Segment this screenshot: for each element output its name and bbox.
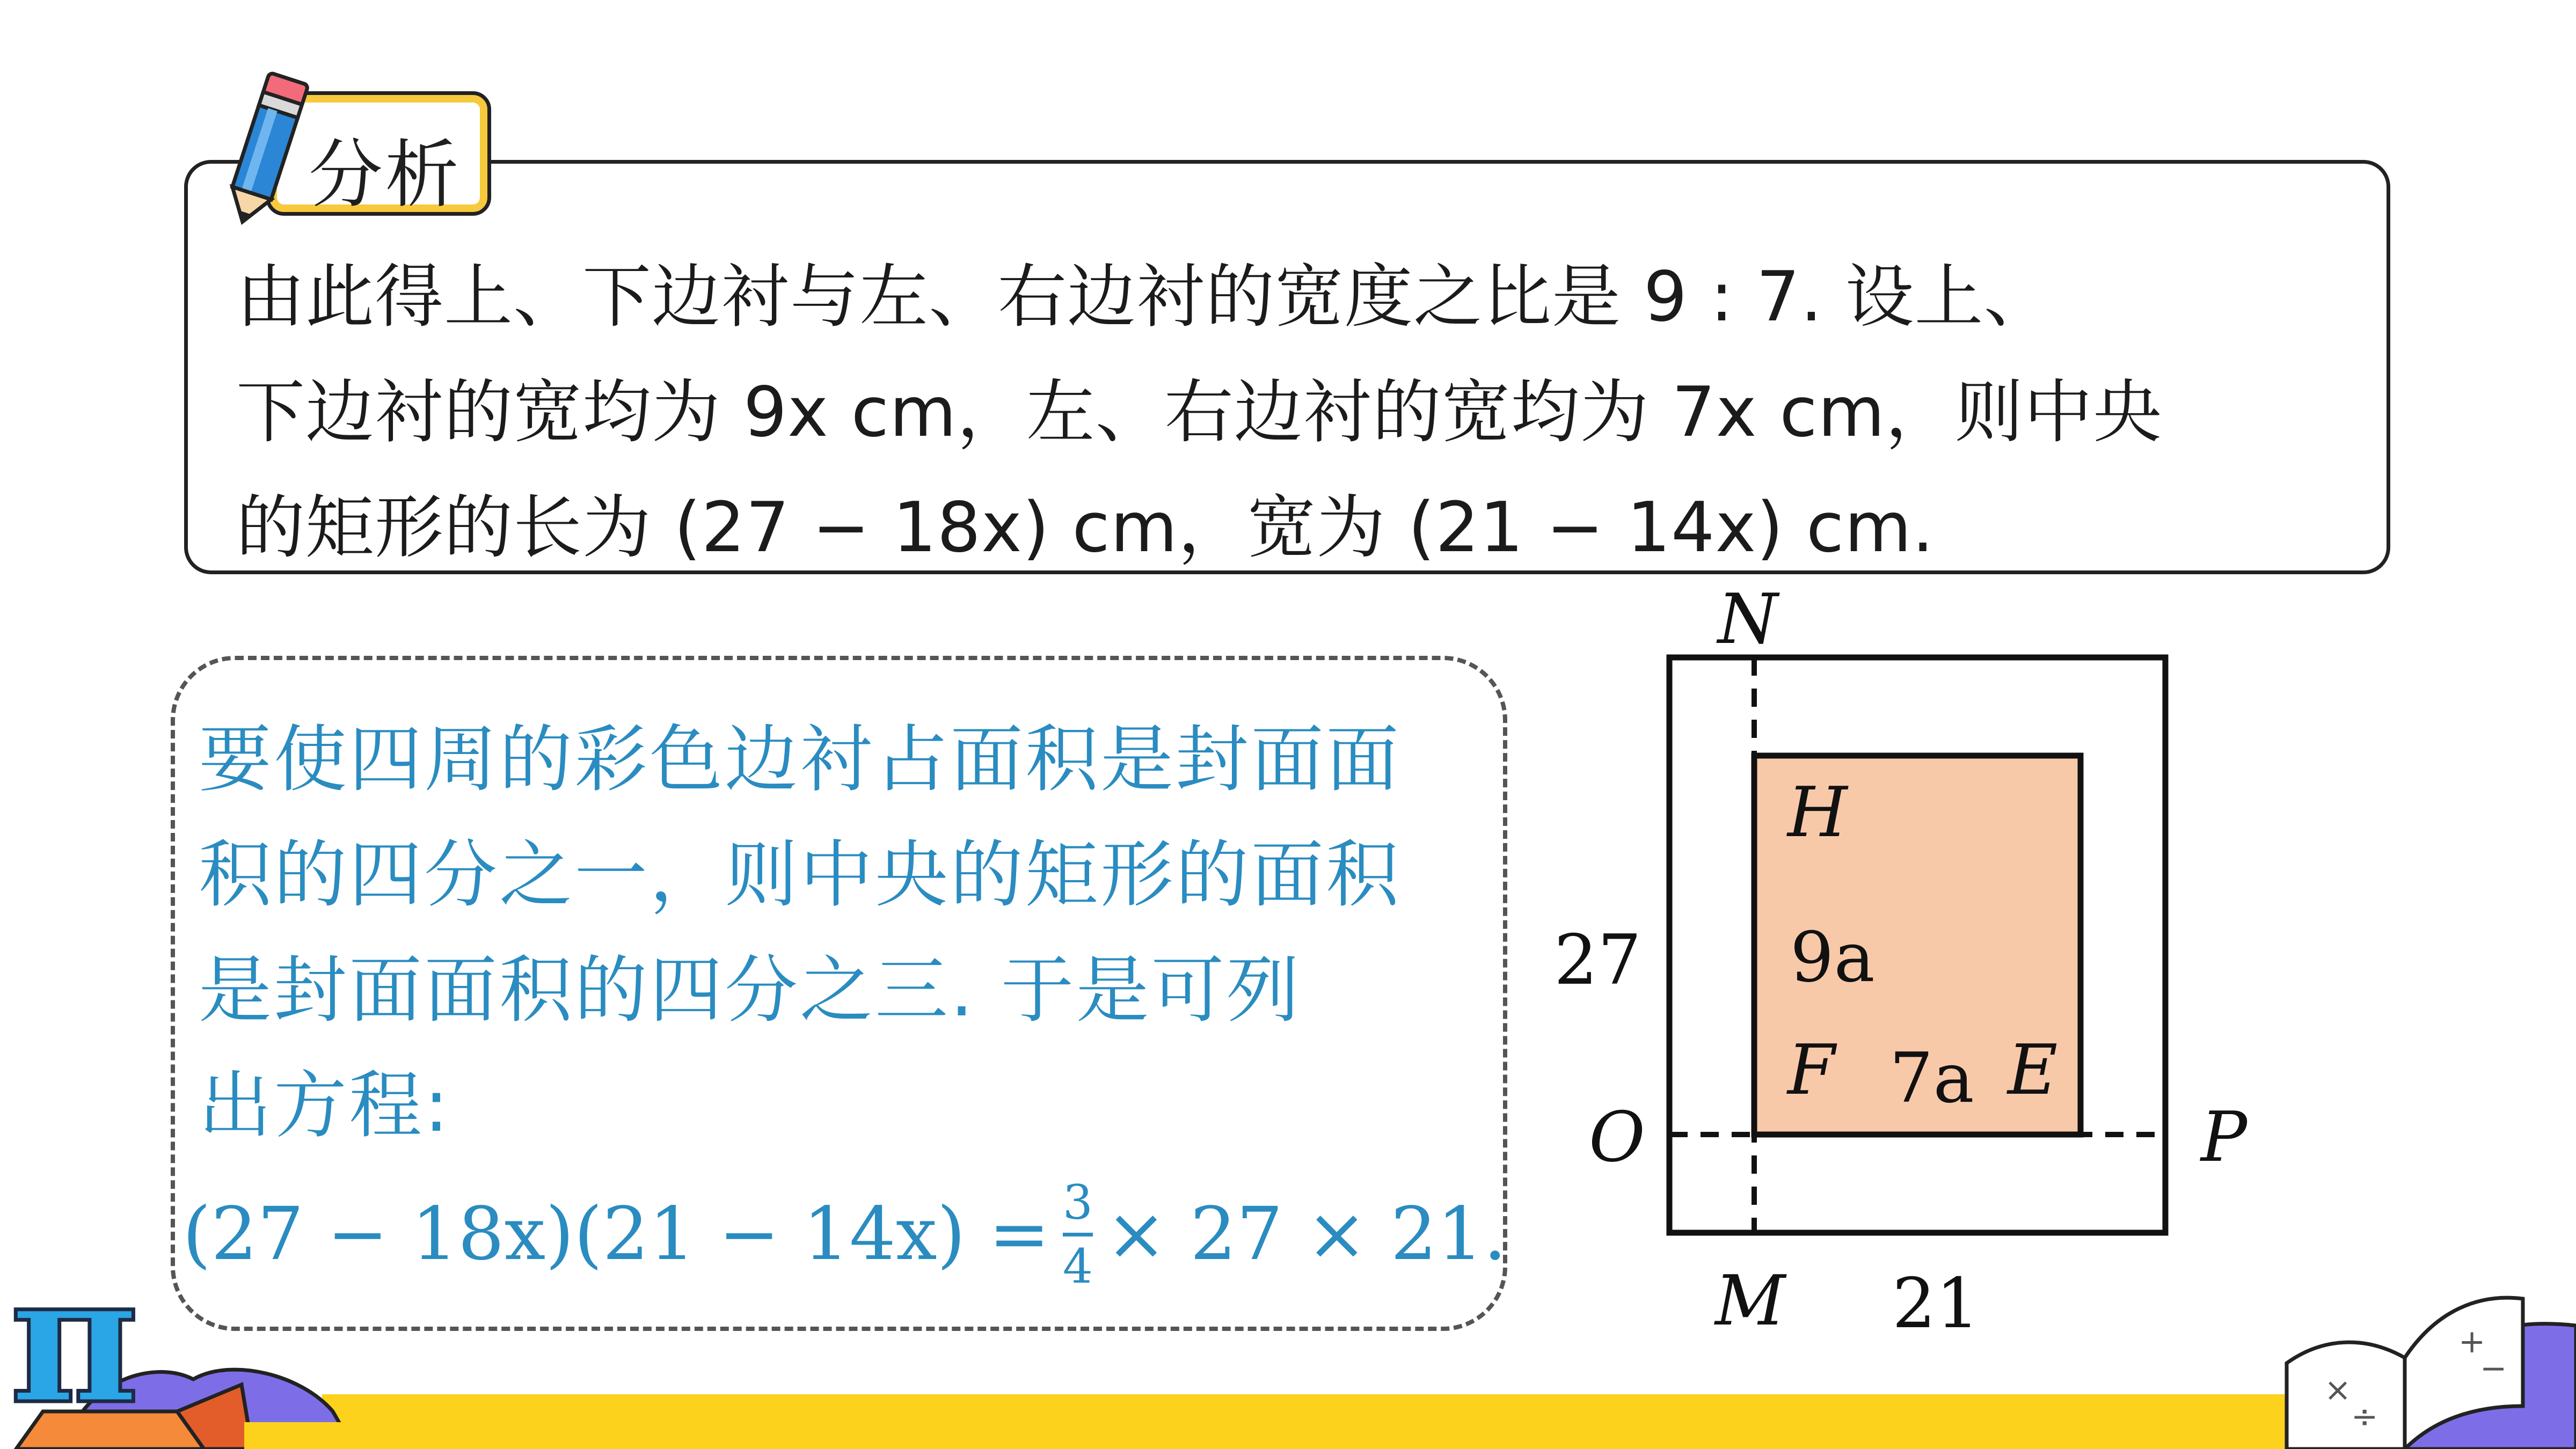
analysis-line-1: 由此得上、下边衬与左、右边衬的宽度之比是 9 : 7. 设上、 bbox=[236, 257, 2053, 337]
note-line-3: 是封面面积的四分之三. 于是可列 bbox=[199, 948, 1302, 1033]
label-e: E bbox=[2008, 1030, 2058, 1110]
label-f: F bbox=[1787, 1030, 1835, 1110]
note-line-4: 出方程: bbox=[199, 1064, 451, 1148]
pi-symbol-icon: π bbox=[10, 1235, 140, 1443]
analysis-tag-label: 分析 bbox=[309, 131, 462, 218]
fraction-denominator: 4 bbox=[1062, 1238, 1093, 1294]
label-inner-height: 9a bbox=[1790, 918, 1875, 998]
label-h: H bbox=[1787, 773, 1848, 853]
fraction-numerator: 3 bbox=[1062, 1174, 1093, 1230]
label-p: P bbox=[2201, 1097, 2247, 1177]
label-m: M bbox=[1715, 1261, 1786, 1341]
svg-text:÷: ÷ bbox=[2351, 1398, 2378, 1436]
label-width: 21 bbox=[1892, 1264, 1980, 1344]
svg-text:−: − bbox=[2480, 1350, 2507, 1387]
analysis-line-2: 下边衬的宽均为 9x cm，左、右边衬的宽均为 7x cm，则中央 bbox=[236, 372, 2163, 452]
equation-right: × 27 × 21. bbox=[1105, 1192, 1507, 1277]
svg-text:×: × bbox=[2324, 1371, 2352, 1409]
note-line-1: 要使四周的彩色边衬占面积是封面面 bbox=[199, 718, 1401, 802]
label-o: O bbox=[1589, 1097, 1645, 1177]
bottom-accent-bar bbox=[322, 1394, 2308, 1449]
analysis-line-3: 的矩形的长为 (27 − 18x) cm，宽为 (21 − 14x) cm. bbox=[236, 488, 1935, 568]
label-inner-width: 7a bbox=[1889, 1038, 1974, 1118]
equation-left: (27 − 18x)(21 − 14x) = bbox=[183, 1192, 1050, 1277]
label-n: N bbox=[1718, 580, 1778, 660]
open-book-icon bbox=[2276, 1245, 2576, 1449]
label-height: 27 bbox=[1554, 920, 1641, 1000]
svg-text:+: + bbox=[2458, 1323, 2486, 1360]
note-line-2: 积的四分之一，则中央的矩形的面积 bbox=[199, 833, 1401, 918]
